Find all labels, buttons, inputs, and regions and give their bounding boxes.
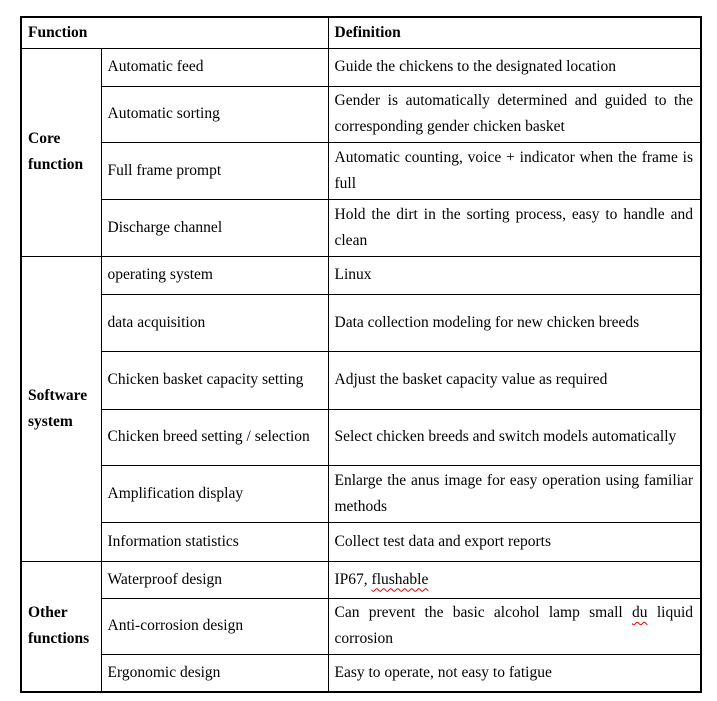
table-row: [21, 256, 701, 294]
definition-cell: Select chicken breeds and switch models automatically: [328, 409, 701, 465]
definition-cell: Collect test data and export reports: [328, 522, 701, 561]
table-row: [21, 351, 701, 409]
feature-cell: Amplification display: [101, 465, 328, 522]
header-function-cell: Function: [21, 17, 328, 48]
table-row: [21, 654, 701, 692]
definition-cell: [328, 561, 701, 598]
table-row: [21, 142, 701, 199]
table-row: [21, 522, 701, 561]
table-row: [21, 561, 701, 598]
table-row: [21, 409, 701, 465]
definition-cell: Linux: [328, 256, 701, 294]
definition-cell: Adjust the basket capacity value as required: [328, 351, 701, 409]
table-row: [21, 294, 701, 351]
feature-cell: Waterproof design: [101, 561, 328, 598]
table-row: [21, 199, 701, 256]
feature-cell: Automatic sorting: [101, 86, 328, 142]
definition-text: liquid corrosion: [334, 604, 693, 647]
table-header-row: [21, 17, 701, 48]
feature-cell: Discharge channel: [101, 199, 328, 256]
feature-cell: Chicken basket capacity setting: [101, 351, 328, 409]
definition-cell: Automatic counting, voice + indicator when the frame is full: [328, 142, 701, 199]
misspelled-word: flushable: [371, 570, 429, 588]
feature-cell: operating system: [101, 256, 328, 294]
function-definition-table: [20, 16, 702, 693]
feature-cell: Anti-corrosion design: [101, 598, 328, 654]
definition-cell: [328, 598, 701, 654]
definition-cell: Enlarge the anus image for easy operation using familiar methods: [328, 465, 701, 522]
definition-text: Can prevent the basic alcohol lamp small: [334, 604, 633, 621]
misspelled-word: du: [632, 604, 648, 621]
group-label-core-function: Core function: [21, 48, 101, 256]
table-row: [21, 465, 701, 522]
feature-cell: Ergonomic design: [101, 654, 328, 692]
definition-cell: Easy to operate, not easy to fatigue: [328, 654, 701, 692]
table-row: [21, 598, 701, 654]
group-label-software-system: Software system: [21, 256, 101, 561]
feature-cell: Full frame prompt: [101, 142, 328, 199]
table-row: [21, 86, 701, 142]
definition-cell: Gender is automatically determined and guided to the corresponding gender chicken basket: [328, 86, 701, 142]
table-row: [21, 48, 701, 86]
definition-cell: Hold the dirt in the sorting process, easy to handle and clean: [328, 199, 701, 256]
feature-cell: Chicken breed setting / selection: [101, 409, 328, 465]
definition-text: IP67,: [334, 570, 372, 588]
group-label-other-functions: Other functions: [21, 561, 101, 692]
definition-cell: Guide the chickens to the designated location: [328, 48, 701, 86]
feature-cell: Information statistics: [101, 522, 328, 561]
feature-cell: data acquisition: [101, 294, 328, 351]
feature-cell: Automatic feed: [101, 48, 328, 86]
header-definition-cell: Definition: [328, 17, 701, 48]
definition-cell: Data collection modeling for new chicken breeds: [328, 294, 701, 351]
